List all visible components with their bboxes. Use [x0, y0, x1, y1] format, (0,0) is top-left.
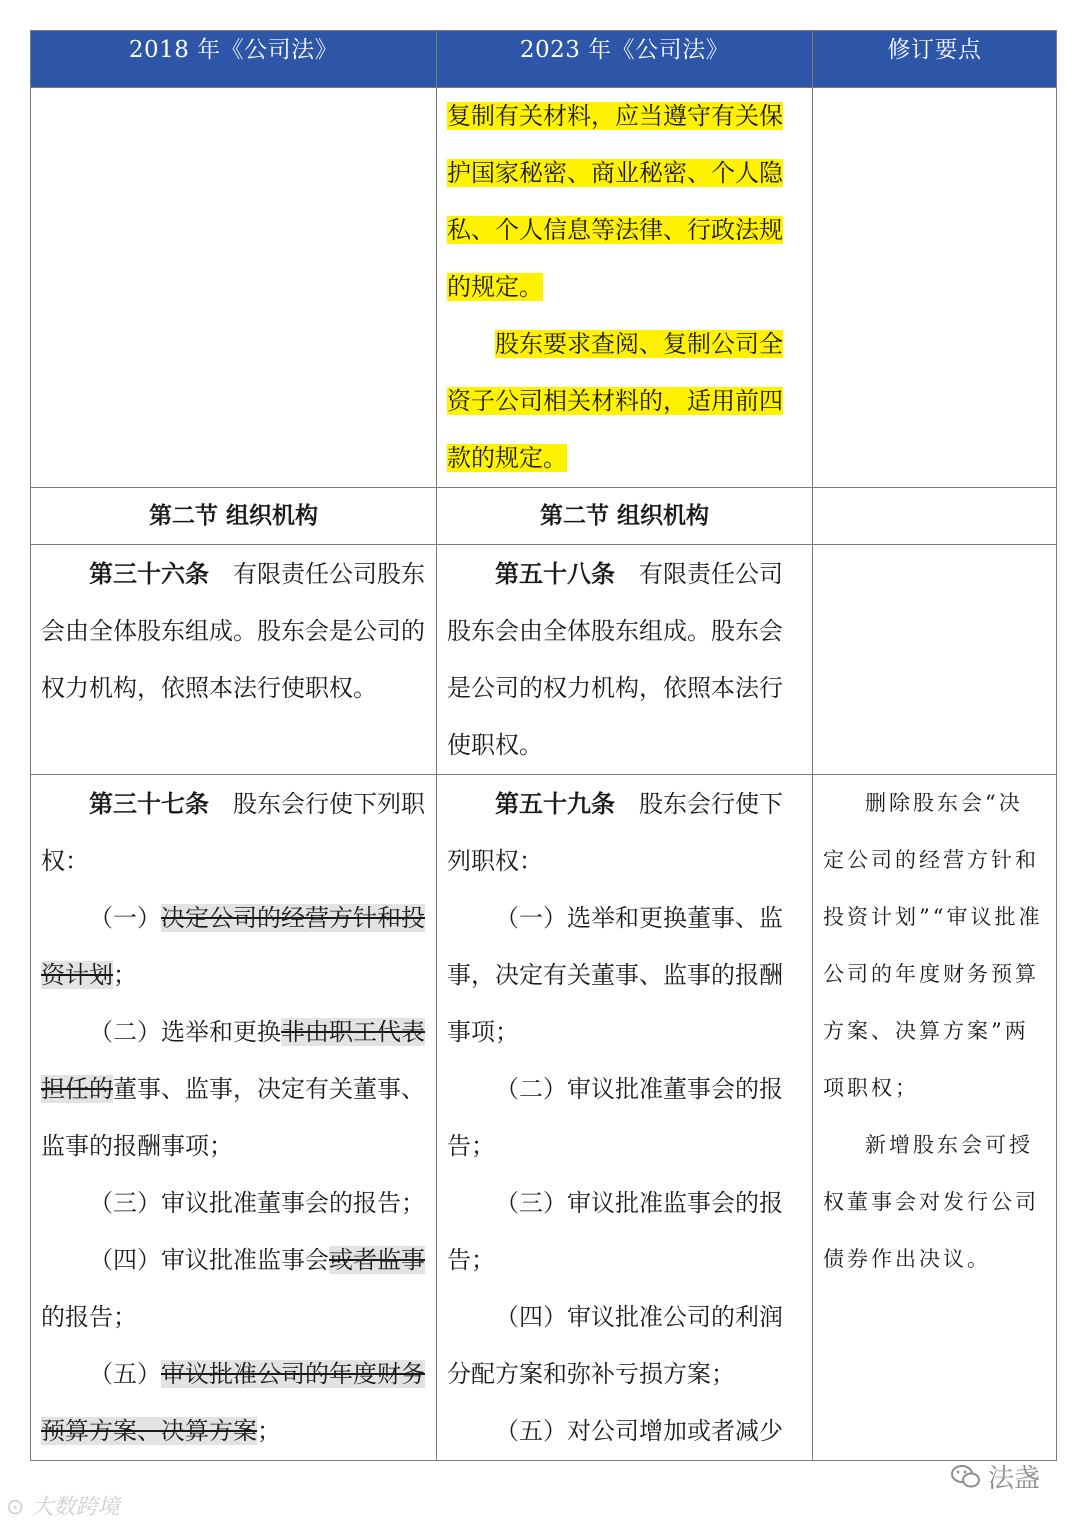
note-cell-empty [813, 88, 1057, 488]
deleted-text: 审议批准公司的年度财务预算方案、决算方案 [41, 1360, 425, 1445]
list-item: （三）审议批准董事会的报告； [89, 1189, 425, 1217]
article-number: 第三十七条 [89, 789, 209, 818]
old-article-cell: 第三十七条 股东会行使下列职权： （一）决定公司的经营方针和投资计划； （二）选举和更换非由职工代表担任的董事、监事，决定有关董事、监事的报酬事项； （三）审议批准董事会的报告； （四）审议批准监事会或者监事的报告； （五）审议批准公司的年度财务预算方案、决算方案； [31, 775, 437, 1461]
note-cell-empty [813, 545, 1057, 775]
watermark-left: ⊙ 大数跨境 [6, 1495, 120, 1520]
header-2018: 2018 年《公司法》 [31, 31, 437, 88]
deleted-text: 或者监事 [329, 1246, 425, 1274]
section-title-old: 第二节 组织机构 [31, 488, 437, 545]
new-article-cell [437, 775, 813, 1461]
article-text: 股东会行使下列职权： [447, 790, 783, 875]
table-row [31, 88, 1057, 488]
table-row [31, 775, 1057, 1461]
article-number: 第五十九条 [495, 789, 615, 818]
list-item: （五）对公司增加或者减少 [495, 1417, 783, 1445]
old-cell-empty [31, 88, 437, 488]
old-article-cell [31, 545, 437, 775]
header-notes: 修订要点 [813, 31, 1057, 88]
new-article-cell [437, 545, 813, 775]
list-item: （一）选举和更换董事、监事，决定有关董事、监事的报酬事项； [447, 904, 783, 1046]
article-text: 有限责任公司股东会由全体股东组成。股东会是公司的权力机构，依照本法行使职权。 [41, 560, 425, 702]
table-row [31, 545, 1057, 775]
wechat-icon [950, 1464, 982, 1490]
revision-note: 新增股东会可授权董事会对发行公司债券作出决议。 [823, 1133, 1039, 1271]
list-item: （三）审议批准监事会的报告； [447, 1189, 783, 1274]
article-number: 第三十六条 [89, 559, 209, 588]
article-text: 股东会行使下列职权： [41, 790, 425, 875]
watermark-logo-icon: ⊙ [6, 1495, 25, 1520]
comparison-table [30, 30, 1057, 1461]
note-cell-empty [813, 488, 1057, 545]
deleted-text: 非由职工代表担任的 [41, 1018, 425, 1103]
list-item: （四）审议批准公司的利润分配方案和弥补亏损方案； [447, 1303, 783, 1388]
watermark-right: 法盏 [950, 1458, 1040, 1495]
revision-note: 删除股东会“决定公司的经营方针和投资计划”“审议批准公司的年度财务预算方案、决算方案”两项职权； [823, 791, 1043, 1100]
section-title-new: 第二节 组织机构 [437, 488, 813, 545]
highlighted-text: 复制有关材料，应当遵守有关保护国家秘密、商业秘密、个人隐私、个人信息等法律、行政法规的规定。 [447, 102, 783, 301]
revision-note-cell [813, 775, 1057, 1461]
section-row [31, 488, 1057, 545]
article-text: 有限责任公司股东会由全体股东组成。股东会是公司的权力机构，依照本法行使职权。 [447, 560, 783, 759]
article-number: 第五十八条 [495, 559, 615, 588]
highlighted-text: 股东要求查阅、复制公司全资子公司相关材料的，适用前四款的规定。 [447, 330, 783, 472]
table-header-row [31, 31, 1057, 88]
new-cell [437, 88, 813, 488]
list-item: （二）审议批准董事会的报告； [447, 1075, 783, 1160]
header-2023: 2023 年《公司法》 [437, 31, 813, 88]
deleted-text: 决定公司的经营方针和投资计划 [41, 904, 425, 989]
